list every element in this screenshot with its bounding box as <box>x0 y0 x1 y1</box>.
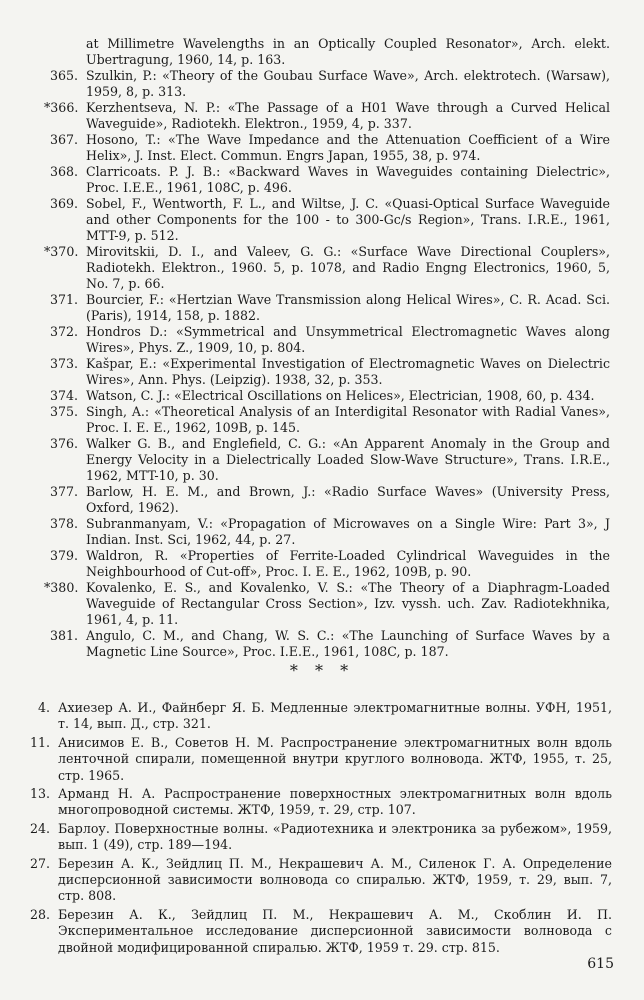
reference-number: 11. <box>29 734 50 750</box>
reference-text: Березин А. К., Зейдлиц П. М., Некрашевич А. М., Скоблин И. П. Экспериментальное исследование дисперсионной зависимости волновода с двойной модифицированной спиралью. ЖТФ, 1959 т. 29. стр. 815. <box>58 906 612 955</box>
reference-number <box>44 36 86 68</box>
reference-entry <box>44 388 610 404</box>
reference-text: Barlow, H. E. M., and Brown, J.: «Radio Surface Waves» (University Press, Oxford, 1962). <box>86 484 610 515</box>
reference-text: Hondros D.: «Symmetrical and Unsymmetrical Electromagnetic Waves along Wires», Phys. Z., 1909, 10, p. 804. <box>86 324 610 355</box>
reference-number: 381. <box>49 628 78 643</box>
reference-entry <box>22 700 612 733</box>
reference-text: Kerzhentseva, N. P.: «The Passage of a H01 Wave through a Curved Helical Waveguide», Radiotekh. Elektron., 1959, 4, p. 337. <box>86 100 610 131</box>
reference-number: 365. <box>49 68 78 83</box>
reference-entry <box>44 36 610 68</box>
reference-number: 377. <box>49 484 78 499</box>
reference-text: Арманд Н. А. Распространение поверхностных электромагнитных волн вдоль многопроводной системы. ЖТФ, 1959, т. 29, стр. 107. <box>58 786 612 818</box>
reference-text: Sobel, F., Wentworth, F. L., and Wiltse, J. C. «Quasi-Optical Surface Waveguide and other Components for the 100 - to 300-Gc/s Region», Trans. I.R.E., 1961, MTT-9, p. 512. <box>86 196 610 243</box>
reference-text: Walker G. B., and Englefield, C. G.: «An Apparent Anomaly in the Group and Energy Velocity in a Dielectrically Loaded Slow-Wave Structure», Trans. I.R.E., 1962, MTT-10, p. 30. <box>86 436 610 483</box>
reference-text: Mirovitskii, D. I., and Valeev, G. G.: «Surface Wave Directional Couplers», Radiotekh. Elektron., 1960. 5, p. 1078, and Radio Engng Electronics, 1960, 5, No. 7, p. 66. <box>86 244 610 291</box>
reference-number: 375. <box>49 404 78 419</box>
reference-entry <box>44 244 610 292</box>
reference-entry <box>22 735 612 784</box>
reference-text: Kovalenko, E. S., and Kovalenko, V. S.: «The Theory of a Diaphragm-Loaded Waveguide of Rectangular Cross Section», Izv. vyssh. uch. Zav. Radiotekhnika, 1961, 4, p. 11. <box>86 580 610 627</box>
reference-number: 371. <box>49 292 78 307</box>
reference-number: 379. <box>49 548 78 563</box>
reference-text: Hosono, T.: «The Wave Impedance and the Attenuation Coefficient of a Wire Helix», J. Inst. Elect. Commun. Engrs Japan, 1955, 38, p. 974. <box>86 132 610 163</box>
reference-text: Ахиезер А. И., Файнберг Я. Б. Медленные электромагнитные волны. УФН, 1951, т. 14, вып. Д., стр. 321. <box>58 700 612 732</box>
reference-number: 369. <box>49 196 78 211</box>
reference-entry <box>44 404 610 436</box>
reference-text: at Millimetre Wavelengths in an Optically Coupled Resonator», Arch. elekt. Ubertragung, 1960, 14, p. 163. <box>86 36 610 67</box>
reference-number: 374. <box>49 388 78 403</box>
reference-text: Szulkin, P.: «Theory of the Goubau Surface Wave», Arch. elektrotech. (Warsaw), 1959, 8, p. 313. <box>86 68 610 99</box>
reference-entry <box>22 786 612 819</box>
reference-entry <box>44 548 610 580</box>
reference-entry <box>44 516 610 548</box>
page-number: 615 <box>587 956 614 972</box>
reference-number: 27. <box>29 855 50 871</box>
reference-list <box>44 36 610 660</box>
reference-text: Kašpar, E.: «Experimental Investigation of Electromagnetic Waves on Dielectric Wires», Ann. Phys. (Leipzig). 1938, 32, p. 353. <box>86 356 610 387</box>
russian-reference-list <box>22 700 612 958</box>
reference-text: Angulo, C. M., and Chang, W. S. C.: «The Launching of Surface Waves by a Magnetic Line Source», Proc. I.E.E., 1961, 108C, p. 187. <box>86 628 610 659</box>
reference-text: Clarricoats. P. J. B.: «Backward Waves in Waveguides containing Dielectric», Proc. I.E.E., 1961, 108C, p. 496. <box>86 164 610 195</box>
reference-number: 378. <box>49 516 78 531</box>
reference-entry <box>44 164 610 196</box>
reference-entry <box>22 907 612 956</box>
reference-text: Bourcier, F.: «Hertzian Wave Transmission along Helical Wires», C. R. Acad. Sci. (Paris), 1914, 158, p. 1882. <box>86 292 610 323</box>
reference-entry <box>44 132 610 164</box>
reference-text: Анисимов Е. В., Советов Н. М. Распространение электромагнитных волн вдоль ленточной спирали, помещенной внутри круглого волновода. ЖТФ, 1955, т. 25, стр. 1965. <box>58 734 612 783</box>
reference-text: Березин А. К., Зейдлиц П. М., Некрашевич А. М., Силенок Г. А. Определение дисперсионной зависимости волновода со спиралью. ЖТФ, 1959, т. 29, вып. 7, стр. 808. <box>58 855 612 904</box>
reference-number: *370. <box>44 244 79 259</box>
reference-entry <box>44 436 610 484</box>
reference-entry <box>44 100 610 132</box>
reference-number: *380. <box>44 580 79 595</box>
reference-number: 376. <box>49 436 78 451</box>
reference-text: Waldron, R. «Properties of Ferrite-Loaded Cylindrical Waveguides in the Neighbourhood of Cut-off», Proc. I. E. E., 1962, 109B, p. 90. <box>86 548 610 579</box>
reference-text: Барлоу. Поверхностные волны. «Радиотехника и электроника за рубежом», 1959, вып. 1 (49), стр. 189—194. <box>58 820 612 853</box>
reference-text: Watson, C. J.: «Electrical Oscillations on Helices», Electrician, 1908, 60, p. 434. <box>86 388 595 403</box>
reference-number: 367. <box>49 132 78 147</box>
reference-entry <box>22 821 612 854</box>
reference-number: 28. <box>29 906 50 922</box>
reference-number: 373. <box>49 356 78 371</box>
reference-entry <box>44 324 610 356</box>
reference-entry <box>44 484 610 516</box>
reference-entry <box>44 68 610 100</box>
reference-number: 372. <box>49 324 78 339</box>
reference-entry <box>44 580 610 628</box>
reference-entry <box>44 292 610 324</box>
reference-text: Subranmanyam, V.: «Propagation of Microwaves on a Single Wire: Part 3», J Indian. Inst. Sci, 1962, 44, p. 27. <box>86 516 610 547</box>
reference-number: 13. <box>29 786 50 802</box>
reference-entry <box>22 856 612 905</box>
section-separator: * * * <box>289 661 355 680</box>
reference-entry <box>44 196 610 244</box>
reference-entry <box>44 628 610 660</box>
reference-text: Singh, A.: «Theoretical Analysis of an Interdigital Resonator with Radial Vanes», Proc. I. E. E., 1962, 109B, p. 145. <box>86 404 610 435</box>
reference-number: 368. <box>49 164 78 179</box>
reference-number: *366. <box>44 100 79 115</box>
reference-entry <box>44 356 610 388</box>
reference-number: 4. <box>37 700 50 715</box>
reference-number: 24. <box>29 820 50 836</box>
